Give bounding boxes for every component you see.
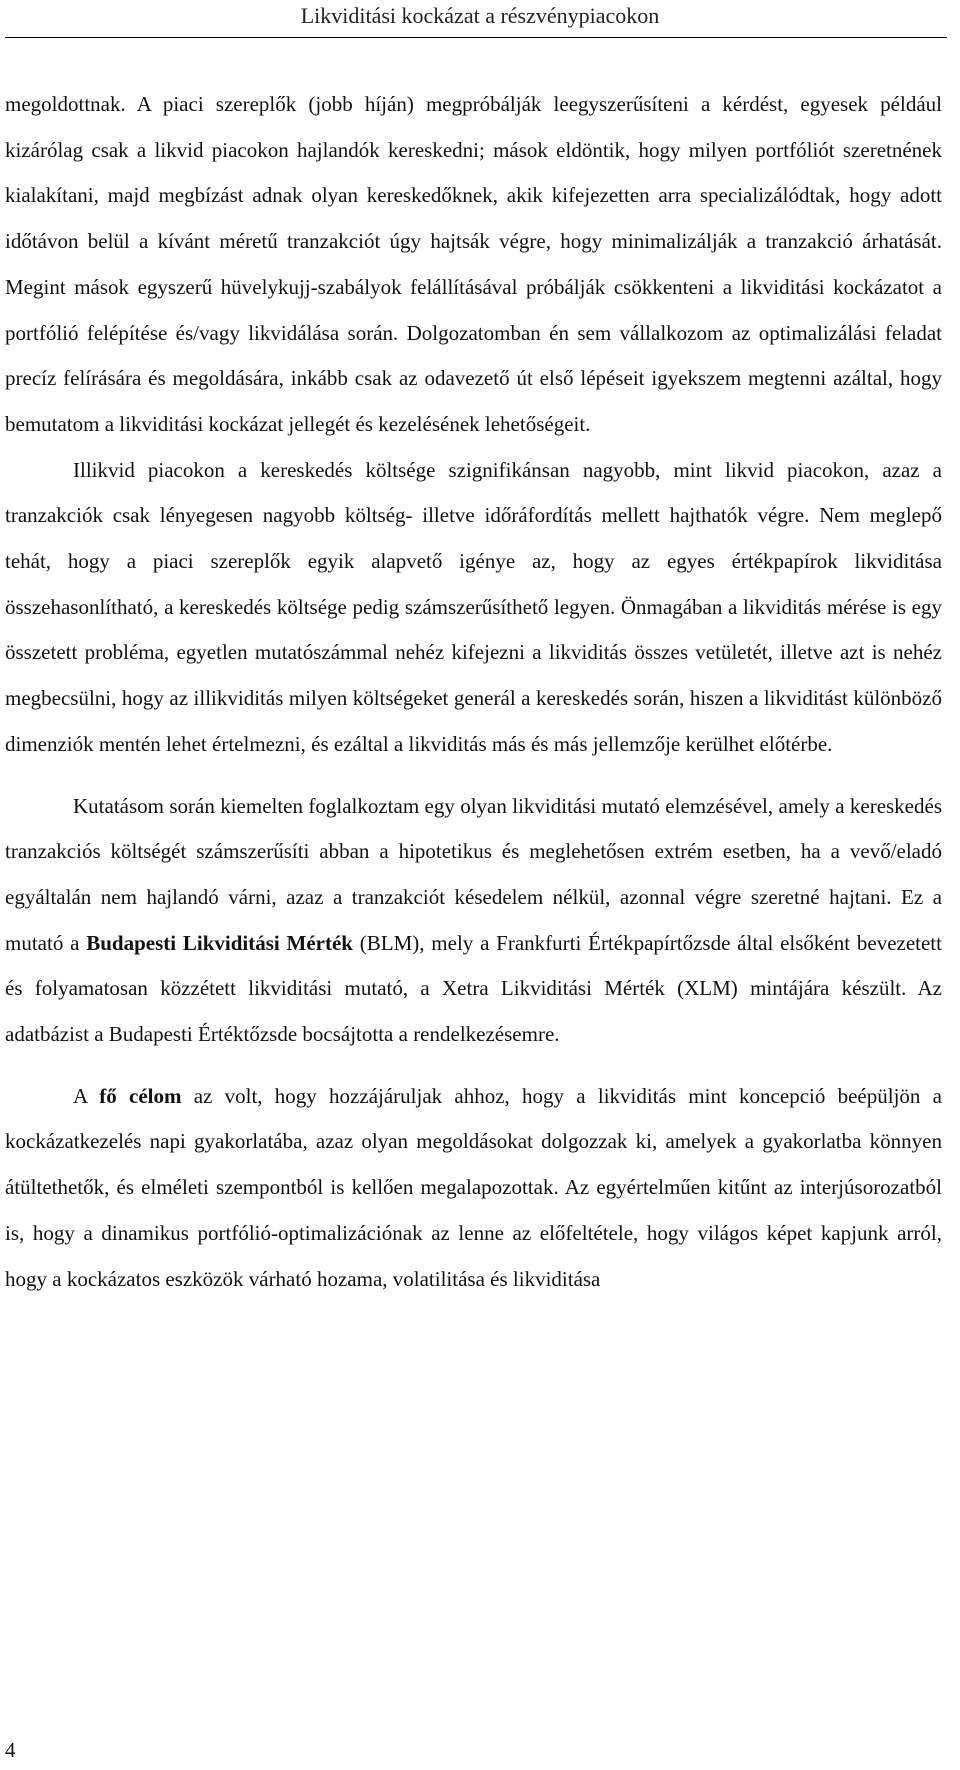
paragraph-4 bbox=[5, 1074, 942, 1303]
paragraph-3-bold-term: Budapesti Likviditási Mérték bbox=[86, 930, 353, 955]
paragraph-4-bold-term: fő célom bbox=[99, 1083, 182, 1108]
paragraph-1: megoldottnak. A piaci szereplők (jobb híján) megpróbálják leegyszerűsíteni a kérdést, egyesek például kizárólag csak a likvid piacokon hajlandók kereskedni; mások eldöntik, hogy milyen portfóliót szeretnének kialakítani, majd megbízást adnak olyan kereskedőknek, akik kifejezetten arra specializálódtak, hogy adott időtávon belül a kívánt méretű tranzakciót úgy hajtsák végre, hogy minimalizálják a tranzakció árhatását. Megint mások egyszerű hüvelykujj-szabályok felállításával próbálják csökkenteni a likviditási kockázatot a portfólió felépítése és/vagy likvidálása során. Dolgozatomban én sem vállalkozom az optimalizálási feladat precíz felírására és megoldására, inkább csak az odavezető út első lépéseit igyekszem megtenni azáltal, hogy bemutatom a likviditási kockázat jellegét és kezelésének lehetőségeit. bbox=[5, 92, 942, 436]
paragraph-4-text-start: A bbox=[73, 1083, 100, 1108]
paragraph-3-text-end: (BLM), mely a Frankfurti Értékpapírtőzsde által elsőként bevezetett és folyamatosan közzétett likviditási mutató, a Xetra Likviditási Mérték (XLM) mintájára készült. Az adatbázist a Budapesti Értéktőzsde bocsájtotta a rendelkezésemre. bbox=[5, 930, 942, 1047]
body-text bbox=[5, 82, 942, 1302]
page-number: 4 bbox=[5, 1738, 16, 1762]
paragraph-4-text-end: az volt, hogy hozzájáruljak ahhoz, hogy a likviditás mint koncepció beépüljön a kockázatkezelés napi gyakorlatába, azaz olyan megoldásokat dolgozzak ki, amelyek a gyakorlatba könnyen átültethetők, és elméleti szempontból is kellően megalapozottak. Az egyértelműen kitűnt az interjúsorozatból is, hogy a dinamikus portfólió-optimalizációnak az lenne az előfeltétele, hogy világos képet kapjunk arról, hogy a kockázatos eszközök várható hozama, volatilitása és likviditása bbox=[5, 1083, 942, 1291]
running-header: Likviditási kockázat a részvénypiacokon bbox=[300, 3, 660, 28]
paragraph-3-text-start: Kutatásom során kiemelten foglalkoztam egy olyan likviditási mutató elemzésével, amely a kereskedés tranzakciós költségét számszerűsíti abban a hipotetikus és meglehetősen extrém esetben, ha a vevő/eladó egyáltalán nem hajlandó várni, azaz a tranzakciót késedelem nélkül, azonnal végre szeretné hajtani. Ez a mutató a bbox=[5, 793, 942, 955]
header-rule bbox=[5, 37, 947, 38]
paragraph-2: Illikvid piacokon a kereskedés költsége szignifikánsan nagyobb, mint likvid piacokon, azaz a tranzakciók csak lényegesen nagyobb költség- illetve időráfordítás mellett hajthatók végre. Nem meglepő tehát, hogy a piaci szereplők egyik alapvető igénye az, hogy az egyes értékpapírok likviditása összehasonlítható, a kereskedés költsége pedig számszerűsíthető legyen. Önmagában a likviditás mérése is egy összetett probléma, egyetlen mutatószámmal nehéz kifejezni a likviditás összes vetületét, illetve azt is nehéz megbecsülni, hogy az illikviditás milyen költségeket generál a kereskedés során, hiszen a likviditást különböző dimenziók mentén lehet értelmezni, és ezáltal a likviditás más és más jellemzője kerülhet előtérbe. bbox=[5, 457, 942, 756]
paragraph-3 bbox=[5, 784, 942, 1058]
